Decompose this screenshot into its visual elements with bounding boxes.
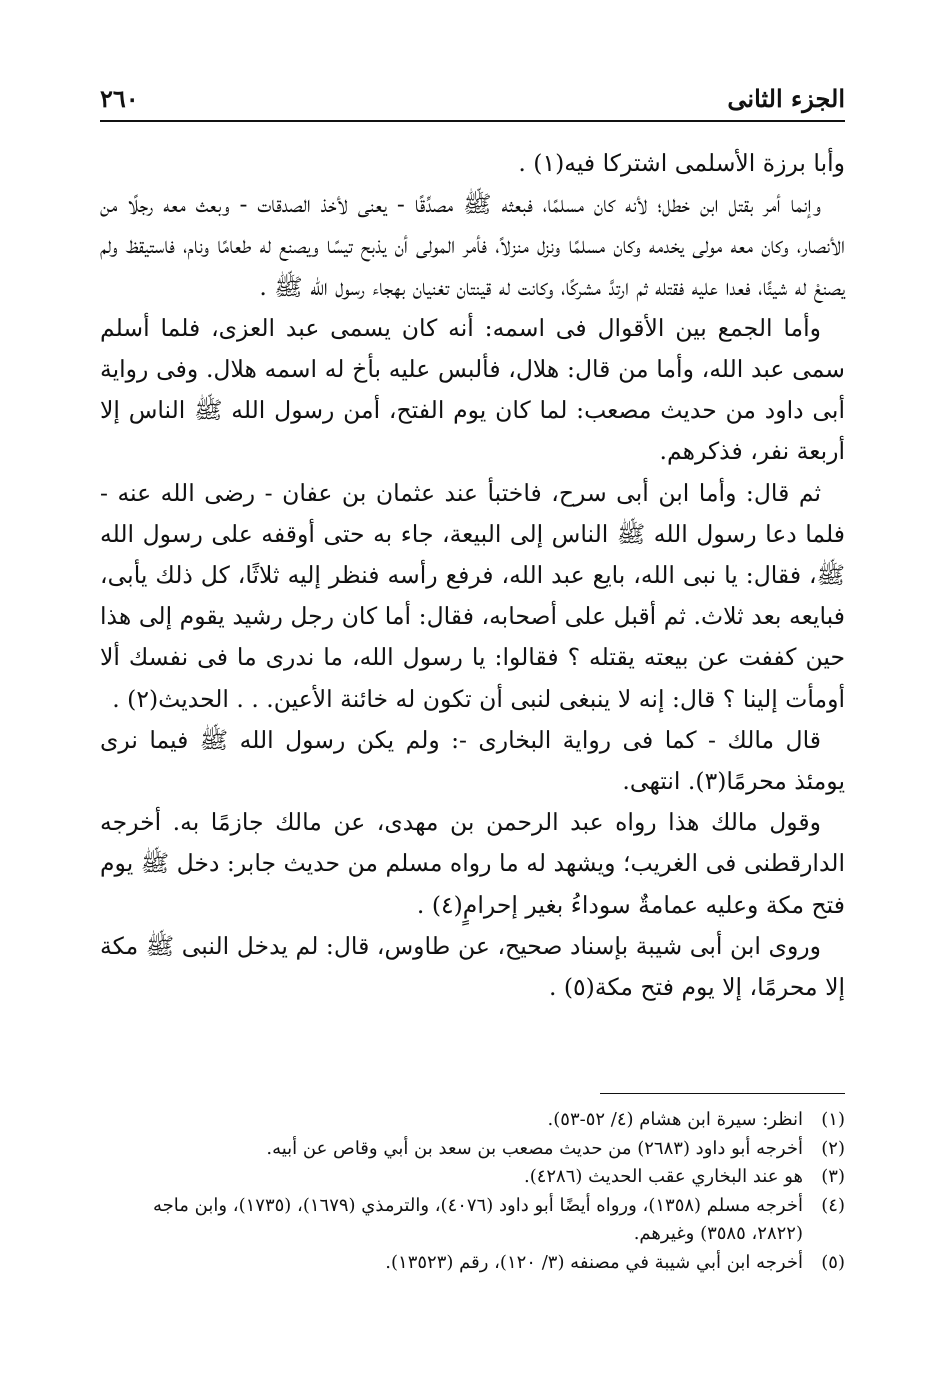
paragraph: ثم قال: وأما ابن أبى سرح، فاختبأ عند عثمان بن عفان - رضى الله عنه - فلما دعا رسول الله ﷺ الناس إلى البيعة، جاء به حتى أوقفه على رسول الله ﷺ، فقال: يا نبى الله، بايع عبد الله، فرفع رأسه فنظر إليه ثلاثًا، كل ذلك يأبى، فبايعه بعد ثلاث. ثم أقبل على أصحابه، فقال: أما كان رجل رشيد يقوم إلى هذا حين كففت عن بيعته يقتله ؟ فقالوا: يا رسول الله، ما ندرى ما فى نفسك ألا أومأت إلينا ؟ قال: إنه لا ينبغى لنبى أن تكون له خائنة الأعين. . . الحديث(٢) . (100, 478, 845, 713)
paragraph: وروى ابن أبى شيبة بإسناد صحيح، عن طاوس، قال: لم يدخل النبى ﷺ مكة إلا محرمًا، إلا يوم فتح مكة(٥) . (100, 931, 845, 1002)
paragraph: وأبا برزة الأسلمى اشتركا فيه(١) . (518, 149, 845, 177)
page-header (100, 78, 845, 118)
footnote-text: أخرجه مسلم (١٣٥٨)، ورواه أيضًا أبو داود (٤٠٧٦)، والترمذي (١٦٧٩)، (١٧٣٥)، وابن ماجه (٢٨٢٢، ٣٥٨٥) وغيرهم. (153, 1194, 803, 1244)
header-rule (100, 120, 845, 122)
footnote-text: أخرجه ابن أبي شيبة في مصنفه (٣/ ١٢٠)، رقم (١٣٥٢٣). (385, 1251, 803, 1273)
footnote-number: (٤) (821, 1194, 845, 1216)
footnote-text: هو عند البخاري عقب الحديث (٤٢٨٦). (523, 1166, 803, 1187)
paragraph: وقول مالك هذا رواه عبد الرحمن بن مهدى، عن مالك جازمًا به. أخرجه الدارقطنى فى الغريب؛ ويشهد له ما رواه مسلم من حديث جابر: دخل ﷺ يوم فتح مكة وعليه عمامةٌ سوداءُ بغير إحرامٍ(٤) . (100, 808, 845, 919)
page-number: ٢٦٠ (100, 83, 139, 113)
running-title: الجزء الثانى (727, 83, 845, 113)
footnote-number: (١) (821, 1109, 845, 1130)
footnote-text: انظر: سيرة ابن هشام (٤/ ٥٢-٥٣). (547, 1109, 803, 1130)
footnote (100, 1249, 845, 1278)
footnote-separator (600, 1093, 845, 1094)
footnotes (100, 1106, 845, 1277)
footnote-number: (٥) (821, 1251, 845, 1273)
main-text (100, 143, 845, 1008)
footnote (100, 1163, 845, 1192)
footnote-text: أخرجه أبو داود (٢٦٨٣) من حديث مصعب بن سعد بن أبي وقاص عن أبيه. (266, 1137, 803, 1159)
footnote (100, 1192, 845, 1249)
paragraph: وإنما أمر بقتل ابن خطل؛ لأنه كان مسلمًا، فبعثه ﷺ مصدِّقًا - يعنى لأخذ الصدقات - وبعث معه رجلًا من الأنصار، وكان معه مولى يخدمه وكان مسلمًا ونزل منزلاً، فأمر المولى أن يذبح تيسًا ويصنع له طعامًا ونام، فاستيقظ ولم يصنعْ له شيئًا، فعدا عليه فقتله ثم ارتدَّ مشركًا، وكانت له قينتان تغنيان بهجاء رسول الله ﷺ . (100, 190, 845, 301)
paragraph: قال مالك - كما فى رواية البخارى -: ولم يكن رسول الله ﷺ فيما نرى يومئذ محرمًا(٣). انتهى. (100, 725, 845, 796)
footnote-number: (٣) (821, 1166, 845, 1187)
footnote-number: (٢) (821, 1137, 845, 1159)
paragraph: وأما الجمع بين الأقوال فى اسمه: أنه كان يسمى عبد العزى، فلما أسلم سمى عبد الله، وأما من قال: هلال، فألبس عليه بأخ له اسمه هلال. وفى رواية أبى داود من حديث مصعب: لما كان يوم الفتح، أمن رسول الله ﷺ الناس إلا أربعة نفر، فذكرهم. (100, 313, 845, 466)
footnote (100, 1135, 845, 1164)
footnote (100, 1106, 845, 1135)
